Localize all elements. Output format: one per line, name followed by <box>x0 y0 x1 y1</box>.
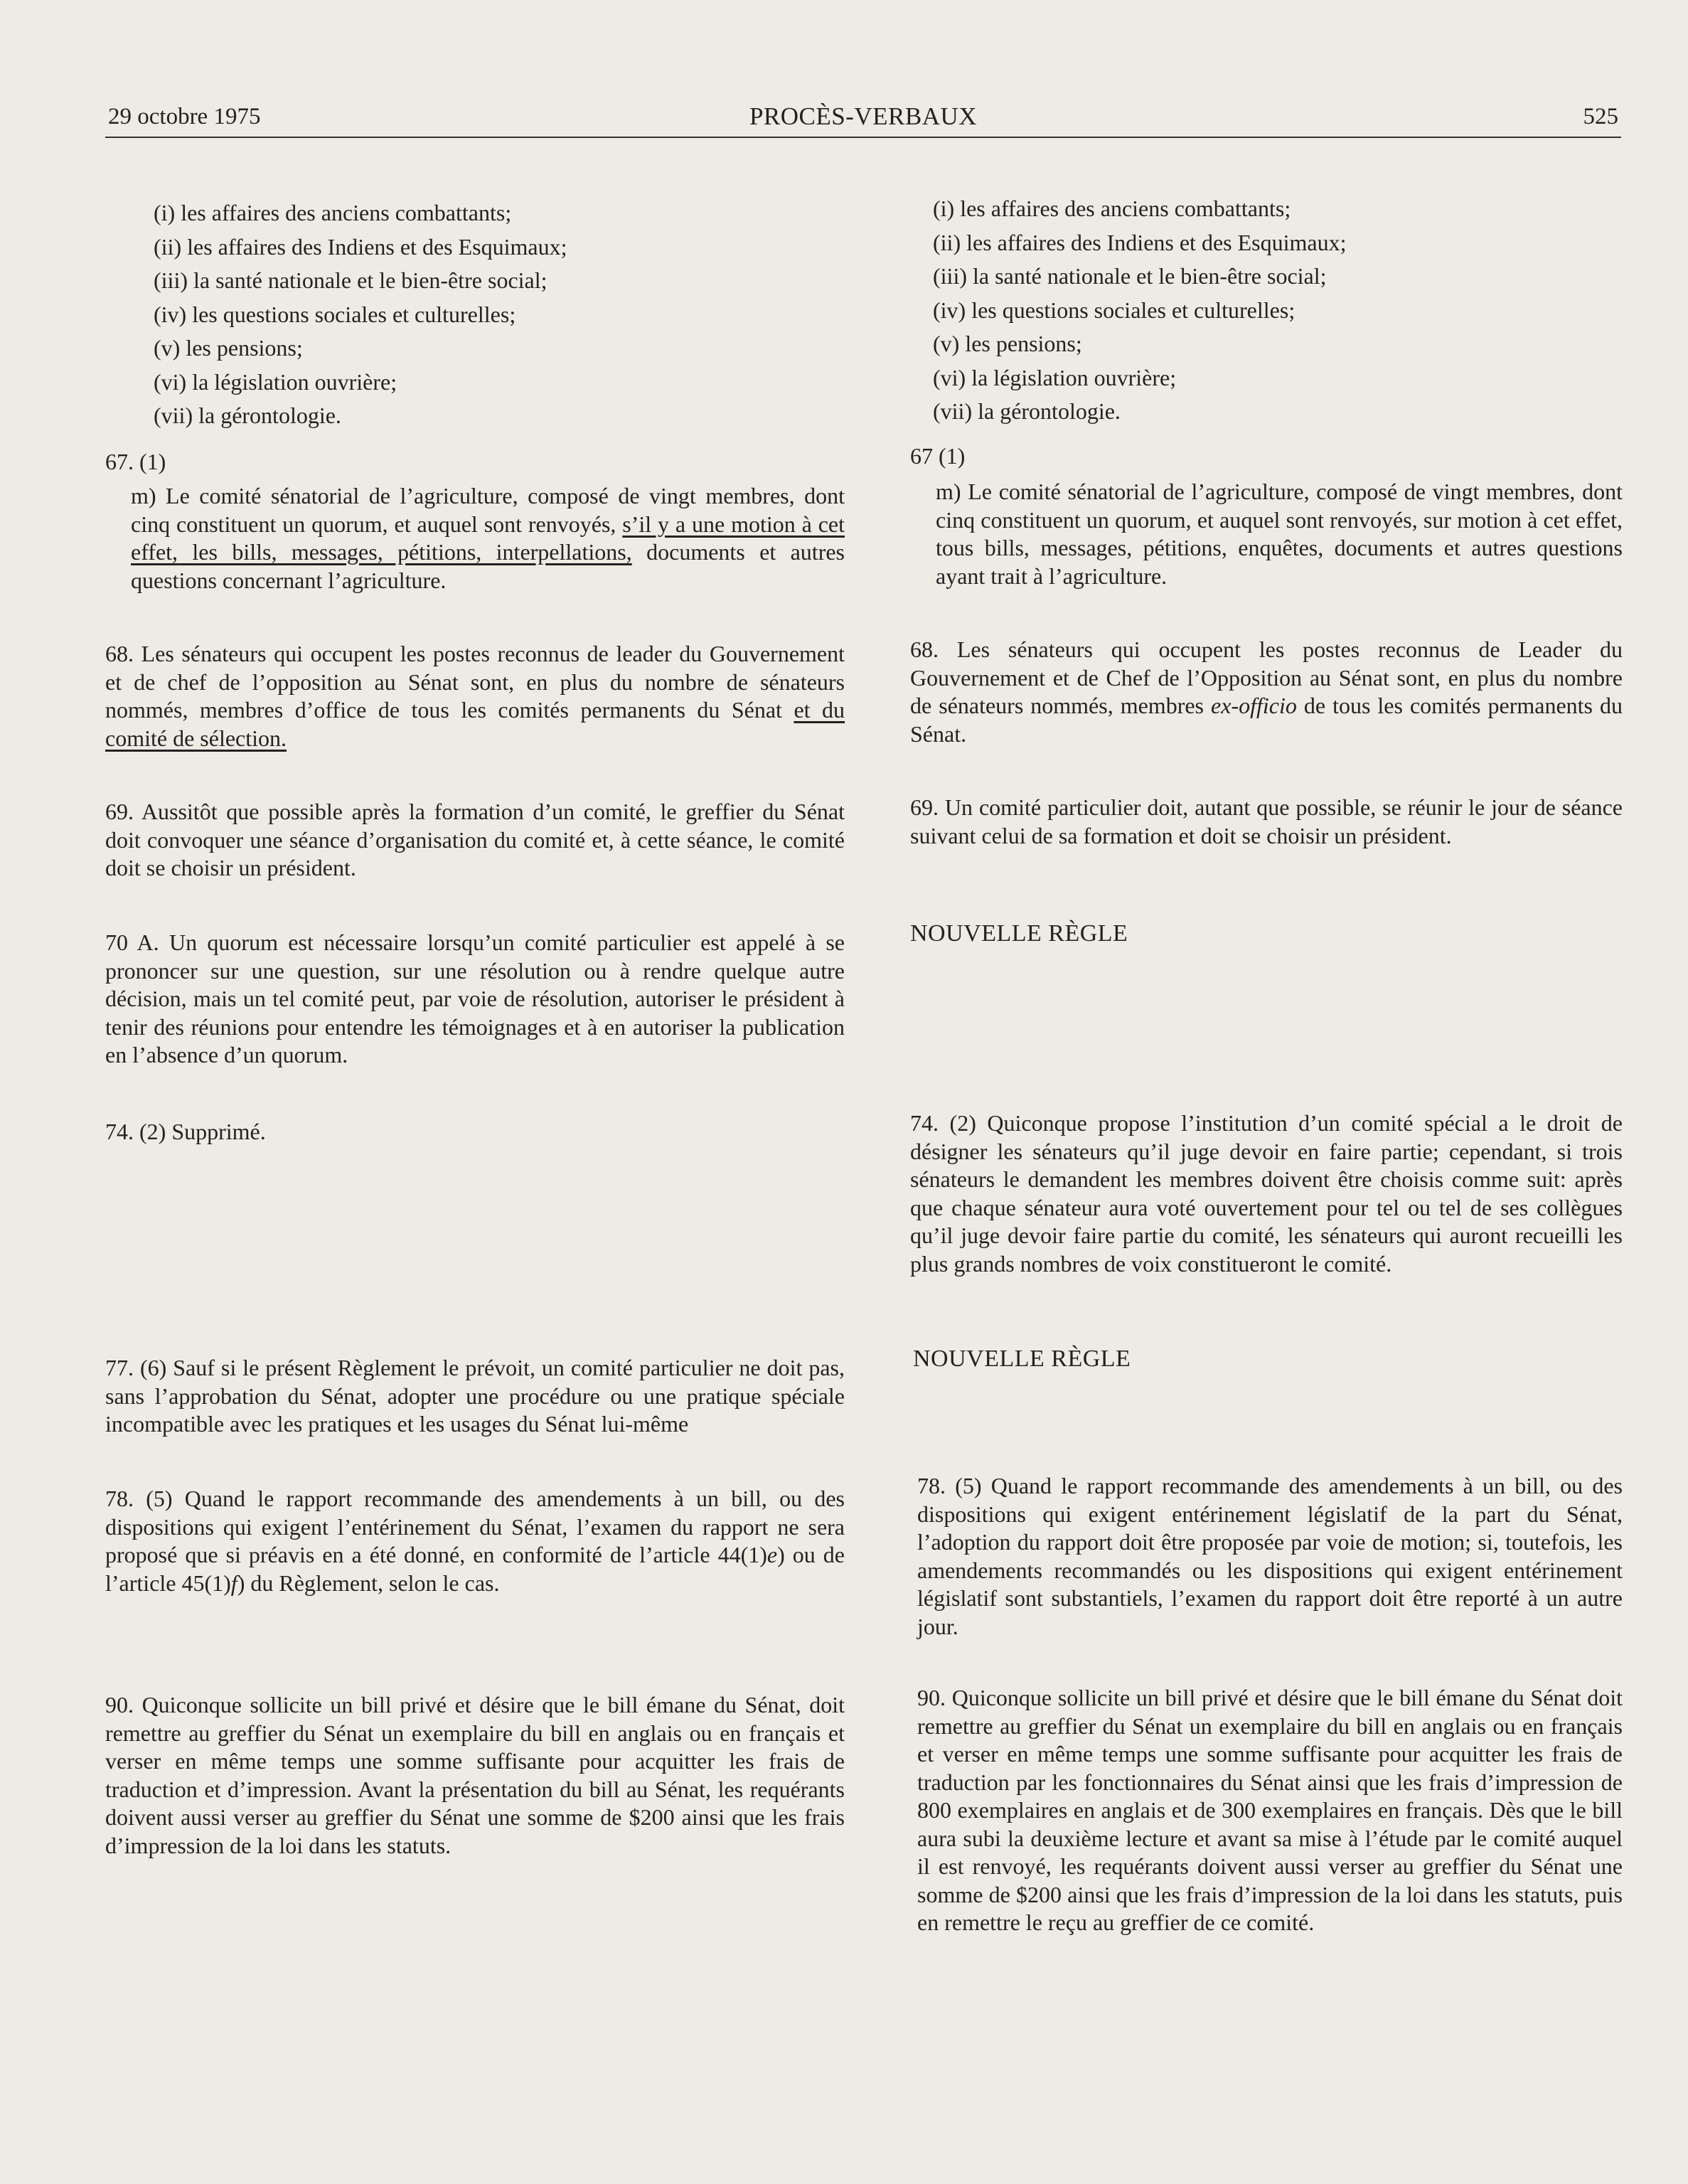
rule-text: ex-officio <box>1211 693 1297 718</box>
new-rule-heading: NOUVELLE RÈGLE <box>913 1346 1131 1372</box>
list-item: (iii) la santé nationale et le bien-être social; <box>933 263 1327 289</box>
left-rule-67-label: 67. (1) <box>105 449 166 474</box>
rule-text: m) Le comité sénatorial de l’agriculture, composé de vingt membres, dont cinq constituent un quorum, et auquel sont renvoyés, <box>131 483 845 537</box>
rule-text: f <box>230 1570 237 1596</box>
left-rule-68 <box>105 640 845 752</box>
list-item: (i) les affaires des anciens combattants; <box>933 196 1291 221</box>
rule-text: 78. (5) Quand le rapport recommande des amendements à un bill, ou des dispositions qui exigent l’entérinement du Sénat, l’examen du rapport ne sera proposé que si préavis en a été donné, en conformité de l’article 44(1) <box>105 1486 845 1567</box>
left-rule-78 <box>105 1485 845 1597</box>
list-item: (ii) les affaires des Indiens et des Esquimaux; <box>933 229 1347 255</box>
right-rule-68 <box>910 636 1623 748</box>
rule-text: e <box>766 1542 778 1567</box>
list-item: (iv) les questions sociales et culturelles; <box>154 301 516 327</box>
right-rule-90: 90. Quiconque sollicite un bill privé et désire que le bill émane du Sénat doit remettre au greffier du Sénat un exemplaire du bill en anglais ou en français et verser en même temps une somme suffisante pour acquitter les frais de traduction par les fonctionnaires du Sénat ainsi que les frais d’impression de 800 exemplaires en anglais et de 300 exemplaires en français. Dès que le bill aura subi la deuxième lecture et avant sa mise à l’étude par le comité auquel il est renvoyé, les requérants doivent aussi verser au greffier du Sénat une somme de $200 ainsi que les frais d’impression de la loi dans les statuts, puis en remettre le reçu au greffier de ce comité. <box>917 1685 1623 1935</box>
rule-text: 68. Les sénateurs qui occupent les postes reconnus de Leader du Gouvernement et de Chef de l’Opposition au Sénat sont, en plus du nombre de sénateurs nommés, membres <box>910 636 1623 718</box>
list-item: (i) les affaires des anciens combattants; <box>154 200 512 225</box>
rule-text: 68. Les sénateurs qui occupent les postes reconnus de leader du Gouvernement et de chef de l’opposition au Sénat sont, en plus du nombre de sénateurs nommés, membres d’office de tous les comités permanents du Sénat <box>105 641 845 723</box>
list-item: (ii) les affaires des Indiens et des Esquimaux; <box>154 233 567 260</box>
rule-text: ) ou de l’article 45(1) <box>105 1542 845 1596</box>
page-number: 525 <box>1583 104 1618 129</box>
new-rule-heading: NOUVELLE RÈGLE <box>910 920 1128 947</box>
list-item: (vi) la législation ouvrière; <box>154 368 397 395</box>
rule-text: ) du Règlement, selon le cas. <box>237 1570 500 1596</box>
underlined-amendment: et du comité de sélection. <box>105 697 845 751</box>
right-rule-78: 78. (5) Quand le rapport recommande des amendements à un bill, ou des dispositions qui exigent entérinement législatif de la part du Sénat, l’adoption du rapport doit être proposée par voie de motion; si, toutefois, les amendements recommandés ou les dispositions qui exigent entérinement législatif sont substantiels, l’examen du rapport doit être reporté à un autre jour. <box>917 1473 1623 1639</box>
left-rule-77: 77. (6) Sauf si le présent Règlement le prévoit, un comité particulier ne doit pas, sans l’approbation du Sénat, adopter une procédure ou une pratique spéciale incompatible avec les pratiques et les usages du Sénat lui-même <box>105 1355 845 1437</box>
page-header <box>105 100 1621 138</box>
right-rule-74: 74. (2) Quiconque propose l’institution d’un comité spécial a le droit de désigner les sénateurs qu’il juge devoir en faire partie; cependant, si trois sénateurs le demandent les membres doivent être choisis comme suit: après que chaque sénateur aura voté ouvertement pour tel ou tel de ses collègues qu’il juge devoir faire partie du comité, les sénateurs qui auront recueilli les plus grands nombres de voix constitueront le comité. <box>910 1110 1623 1277</box>
left-rule-70a: 70 A. Un quorum est nécessaire lorsqu’un comité particulier est appelé à se prononcer sur une question, sur une résolution ou à rendre quelque autre décision, mais un tel comité peut, par voie de résolution, autoriser le président à tenir des réunions pour entendre les témoignages et à en autoriser la publication en l’absence d’un quorum. <box>105 929 845 1067</box>
left-rule-67-m <box>131 482 845 595</box>
list-item: (v) les pensions; <box>154 335 303 361</box>
list-item: (vii) la gérontologie. <box>154 403 341 428</box>
right-rule-67-label: 67 (1) <box>910 443 966 469</box>
list-item: (vi) la législation ouvrière; <box>933 364 1177 390</box>
left-subject-list <box>154 196 567 433</box>
list-item: (iii) la santé nationale et le bien-être social; <box>154 267 547 293</box>
left-rule-74: 74. (2) Supprimé. <box>105 1119 266 1144</box>
right-rule-69: 69. Un comité particulier doit, autant que possible, se réunir le jour de séance suivant celui de sa formation et doit se choisir un président. <box>910 794 1623 848</box>
header-title: PROCÈS-VERBAUX <box>749 102 978 130</box>
rule-text: documents et autres questions concernant l’agriculture. <box>131 539 845 593</box>
list-item: (vii) la gérontologie. <box>933 398 1121 424</box>
list-item: (iv) les questions sociales et culturelles; <box>933 297 1296 323</box>
left-rule-69: 69. Aussitôt que possible après la formation d’un comité, le greffier du Sénat doit convoquer une séance d’organisation du comité et, à cette séance, le comité doit se choisir un président. <box>105 799 845 880</box>
rule-text: de tous les comités permanents du Sénat. <box>910 693 1623 747</box>
right-subject-list <box>933 192 1346 429</box>
right-rule-67-m: m) Le comité sénatorial de l’agriculture, composé de vingt membres, dont cinq constituent un quorum, et auquel sont renvoyés, sur motion à cet effet, tous bills, messages, pétitions, enquêtes, documents et autres questions ayant trait à l’agriculture. <box>936 479 1623 589</box>
left-rule-90: 90. Quiconque sollicite un bill privé et désire que le bill émane du Sénat, doit remettre au greffier du Sénat un exemplaire du bill en anglais ou en français et verser en même temps une somme suffisante pour acquitter les frais de traduction et d’impression. Avant la présentation du bill au Sénat, les requérants doivent aussi verser au greffier du Sénat une somme de $200 ainsi que les frais d’impression de la loi dans les statuts. <box>105 1692 845 1858</box>
header-date: 29 octobre 1975 <box>108 104 261 129</box>
underlined-amendment: s’il y a une motion à cet effet, les bills, messages, pétitions, interpellations, <box>131 511 845 565</box>
list-item: (v) les pensions; <box>933 331 1082 356</box>
